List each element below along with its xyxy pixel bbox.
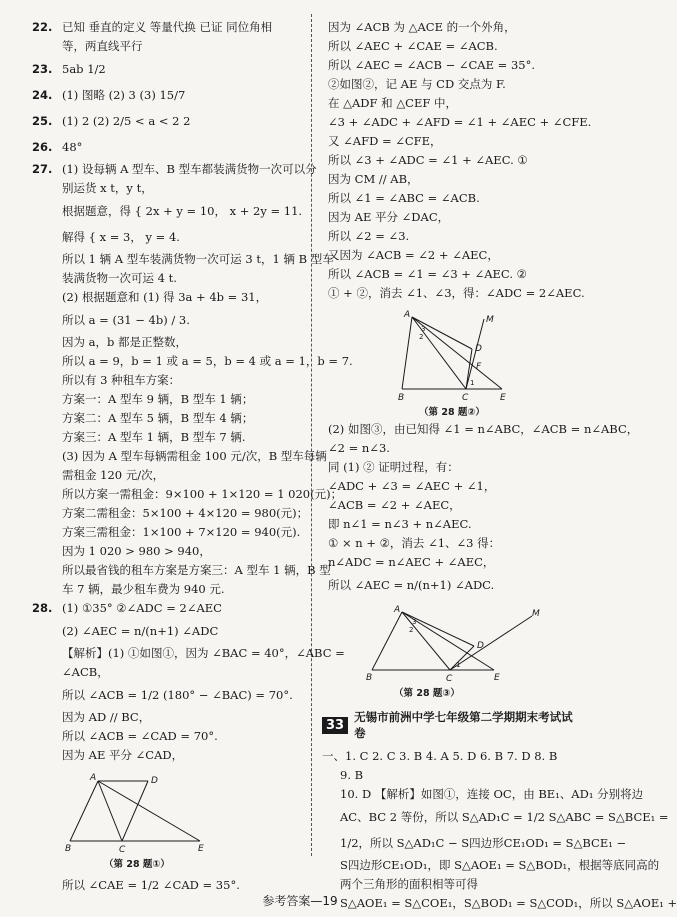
fig1-label-e: E xyxy=(198,844,204,854)
fig3-label-b: B xyxy=(366,673,373,683)
fig1-label-b: B xyxy=(65,844,72,854)
fig2-label-b: B xyxy=(398,393,405,403)
answers-section-33: 一、1. C 2. C 3. B 4. A 5. D 6. B 7. D 8. B 9. B 10. D 【解析】如图①，连接 OC，由 BE₁、AD₁ 分别将边 AC、BC 2 等份，所以 S△AD₁C = 1/2 S△ABC = S△BCE₁ = 1/2，所以 S△AD₁C − S四边形CE₁OD₁ = S△BCE₁ − S四边形CE₁OD₁，即 S△AOE₁ = S△BOD₁，根据等底同高的 两个三角形的面积相等可得 S△AOE₁ = S△COE₁，S△BOD₁ = S△COD₁，所以 S△AOE₁ + xyxy=(322,747,584,913)
fig2-label-a: A xyxy=(404,310,411,320)
fig2-label-d: D xyxy=(475,344,482,354)
fig3-label-e: E xyxy=(494,673,500,683)
answer-27: 27. (1) 设每辆 A 型车、B 型车都装满货物一次可以分 别运货 x t，y t， 根据题意，得 { 2x + y = 10， x + 2y = 11. 解得 { x = 3， y = 4. 所以 1 辆 A 型车装满货物一次可运 3 t，1 辆 B 型车 装满货物一次可运 4 t. (2) 根据题意和 (1) 得 3a + 4b = 31， 所以 a = (31 − 4b) / 3. 因为 a，b 都是正整数， 所以 a = 9，b = 1 或 a = 5，b = 4 或 a = 1，b = 7. 所以有 3 种租车方案： 方案一：A 型车 9 辆，B 型车 1 辆； 方案二：A 型车 5 辆，B 型车 4 辆； 方案三：A 型车 1 辆，B 型车 7 辆. (3) 因为 A 型车每辆需租金 100 元/次，B 型车每辆 需租金 120 元/次， 所以方案一需租金：9×100 + 1×120 = 1 020(元)； 方案二需租金：5×100 + 4×120 = 980(元)； 方案三需租金：1×100 + 7×120 = 940(元). 因为 1 020 > 980 > 940， 所以最省钱的租车方案是方案三：A 型车 1 辆，B 型 车 7 辆，最少租车费为 940 元. xyxy=(32,162,353,596)
figure-28-1 xyxy=(62,771,332,870)
answer-26: 26. 48° xyxy=(32,140,83,154)
figure-28-3-caption: （第 28 题③） xyxy=(394,688,460,699)
answer-10: 10. D 【解析】如图①，连接 OC，由 BE₁、AD₁ 分别将边 AC、BC 2 等份，所以 S△AD₁C = 1/2 S△ABC = S△BCE₁ = 1/2，所以 S△AD₁C − S四边形CE₁OD₁ = S△BCE₁ − S四边形CE₁OD₁，即 S△AOE₁ = S△BOD₁，根据等底同高的 两个三角形的面积相等可得 S△AOE₁ = S△COE₁，S△BOD₁ = S△COD₁，所以 S△AOE₁ + xyxy=(340,787,677,910)
fig3-label-d: D xyxy=(477,641,484,651)
fig2-label-c: C xyxy=(462,393,469,403)
figure-28-2 xyxy=(392,309,584,418)
answer-24: 24. (1) 图略 (2) 3 (3) 15/7 xyxy=(32,88,186,102)
figure-28-2-diagram xyxy=(392,309,512,401)
fig3-angle-2: 2 xyxy=(409,626,414,634)
fig2-angle-3: 3 xyxy=(421,325,426,333)
fig1-label-c: C xyxy=(119,845,126,855)
multiple-choice-answers: 一、1. C 2. C 3. B 4. A 5. D 6. B 7. D 8. B xyxy=(322,749,558,763)
fig1-label-d: D xyxy=(151,776,158,786)
figure-28-1-caption: （第 28 题①） xyxy=(104,859,170,870)
right-column xyxy=(322,18,677,913)
solution-28-part2: (2) 如图③，由已知得 ∠1 = n∠ABC，∠ACB = n∠ABC， ∠2 = n∠3. 同 (1) ② 证明过程，有： ∠ADC + ∠3 = ∠AEC + ∠1， ∠ACB = ∠2 + ∠AEC， 即 n∠1 = n∠3 + n∠AEC. ① × n + ②，消去 ∠1、∠3 得： n∠ADC = n∠AEC + ∠AEC， 所以 ∠AEC = n/(n+1) ∠ADC. xyxy=(328,422,639,592)
figure-28-3-diagram xyxy=(362,604,542,682)
fig3-label-a: A xyxy=(394,605,401,615)
page-footer: 参考答案—19 xyxy=(262,894,338,908)
section-title: 无锡市前洲中学七年级第二学期期末考试试卷 xyxy=(354,710,573,740)
answer-22: 22. 已知 垂直的定义 等量代换 已证 同位角相 等，两直线平行 xyxy=(32,20,273,53)
fig2-angle-1: 1 xyxy=(470,379,475,387)
fig1-label-a: A xyxy=(90,773,97,783)
figure-28-2-caption: （第 28 题②） xyxy=(419,407,485,418)
figure-28-3 xyxy=(362,604,584,699)
fig3-label-c: C xyxy=(446,674,453,684)
left-column xyxy=(32,18,353,898)
solution-28-continued: 因为 ∠ACB 为 △ACE 的一个外角， 所以 ∠AEC + ∠CAE = ∠ACB. 所以 ∠AEC = ∠ACB − ∠CAE = 35°. ②如图②，记 AE 与 CD 交点为 F. 在 △ADF 和 △CEF 中， ∠3 + ∠ADC + ∠AFD = ∠1 + ∠AEC + ∠CFE. 又 ∠AFD = ∠CFE， 所以 ∠3 + ∠ADC = ∠1 + ∠AEC. ① 因为 CM // AB， 所以 ∠1 = ∠ABC = ∠ACB. 因为 AE 平分 ∠DAC， 所以 ∠2 = ∠3. 又因为 ∠ACB = ∠2 + ∠AEC， 所以 ∠ACB = ∠1 = ∠3 + ∠AEC. ② ① + ②，消去 ∠1、∠3，得：∠ADC = 2∠AEC. xyxy=(328,20,592,300)
answer-25: 25. (1) 2 (2) 2/5 < a < 2 2 xyxy=(32,114,191,128)
section-heading-33 xyxy=(322,709,584,741)
fig2-angle-2: 2 xyxy=(419,333,424,341)
fig2-label-m: M xyxy=(486,315,494,325)
fig3-angle-3: 3 xyxy=(412,618,417,626)
fig3-angle-1: 1 xyxy=(456,661,461,669)
fig2-label-e: E xyxy=(500,393,506,403)
answer-28: 28. (1) ①35° ②∠ADC = 2∠AEC (2) ∠AEC = n/(n+1) ∠ADC 【解析】(1) ①如图①，因为 ∠BAC = 40°，∠ABC = ∠ACB， 所以 ∠ACB = 1/2 (180° − ∠BAC) = 70°. 因为 AD // BC， 所以 ∠ACB = ∠CAD = 70°. 因为 AE 平分 ∠CAD， A D B C E （第 28 题①） 所以 ∠CAE = 1/2 ∠CAD = 35°. xyxy=(32,601,345,892)
section-number-badge: 33 xyxy=(322,717,348,734)
fig3-label-m: M xyxy=(532,609,540,619)
figure-28-1-diagram xyxy=(62,771,212,853)
fig2-label-f: F xyxy=(476,362,482,372)
answer-23: 23. 5ab 1/2 xyxy=(32,62,106,76)
